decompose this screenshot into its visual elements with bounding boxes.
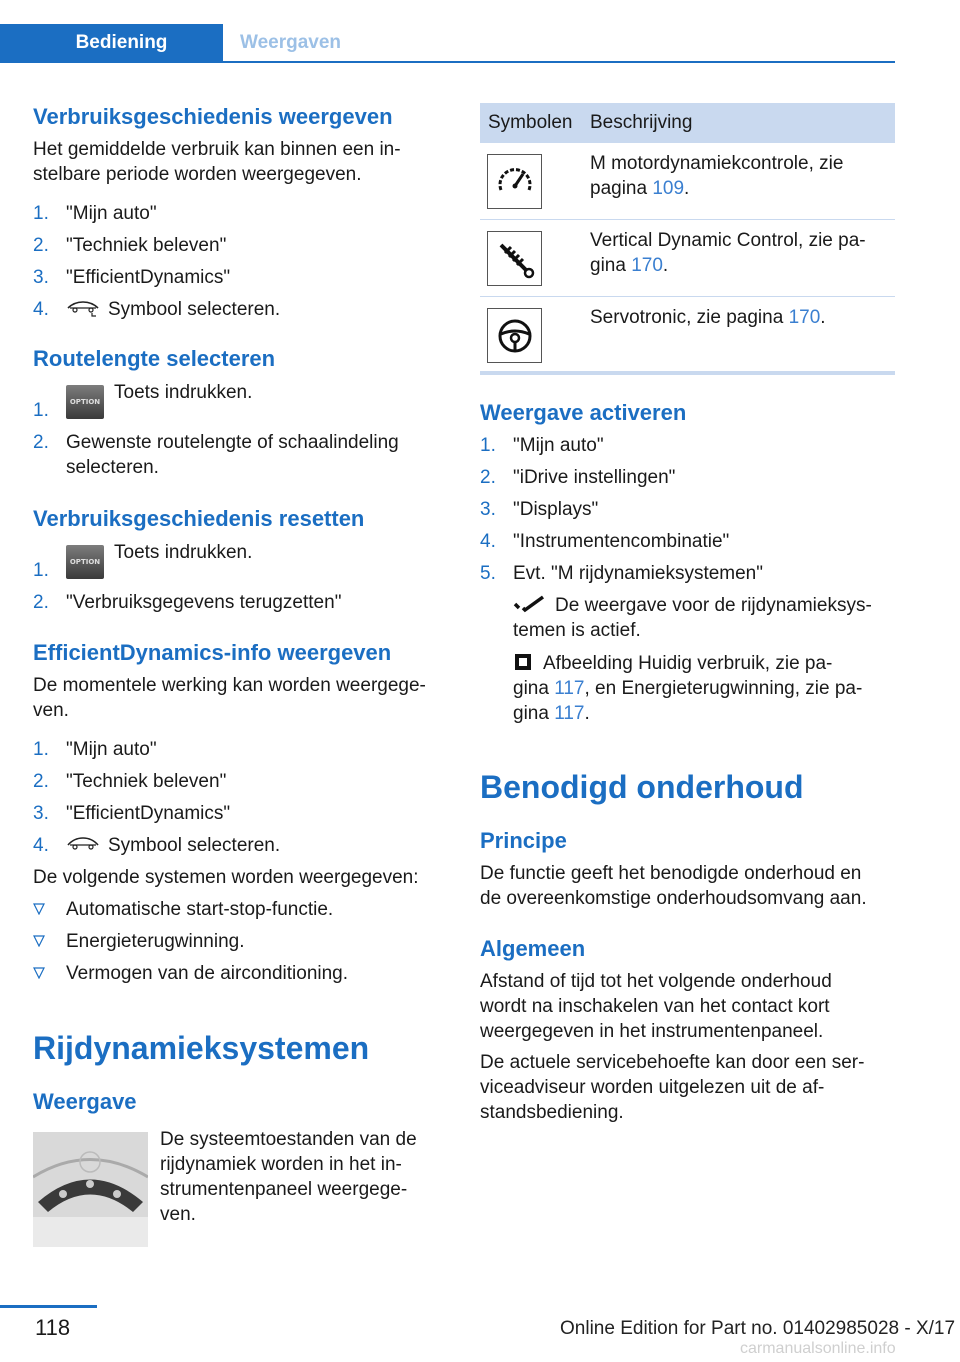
symbol-table: [480, 103, 895, 373]
paragraph: De volgende systemen worden weergegeven:: [33, 867, 419, 888]
paragraph-line: weergegeven in het instrumentenpaneel.: [480, 1021, 824, 1042]
section-title: Verbruiksgeschiedenis weergeven: [33, 104, 393, 129]
paragraph-text: gina: [513, 703, 555, 724]
car-efficiency-icon: [66, 299, 100, 317]
list-number: 3.: [33, 803, 49, 824]
table-row: [480, 297, 895, 373]
list-text: [66, 833, 280, 858]
list-text: [66, 430, 399, 480]
section-title: Weergave activeren: [480, 400, 687, 425]
paragraph-line: wordt na inschakelen van het contact kort: [480, 996, 830, 1017]
table-header-beschrijving: Beschrijving: [590, 112, 693, 133]
header-tabs: [0, 24, 895, 63]
description-text: .: [820, 307, 826, 328]
list-number: 1.: [480, 435, 496, 456]
paragraph-line: stelbare periode worden weergegeven.: [33, 164, 362, 185]
instrument-cluster-image: [33, 1132, 148, 1247]
chapter-title: Benodigd onderhoud: [480, 769, 804, 805]
list-number: 3.: [480, 499, 496, 520]
list-text: [66, 380, 252, 419]
tab-bediening[interactable]: [0, 24, 223, 61]
square-icon: [513, 653, 535, 671]
table-header-symbolen: Symbolen: [488, 112, 573, 133]
description-line: [590, 176, 890, 201]
option-button-icon: OPTION: [66, 385, 104, 419]
paragraph-line: de overeenkomstige onderhoudsomvang aan.: [480, 888, 867, 909]
paragraph: [480, 861, 867, 911]
paragraph: [480, 1050, 864, 1125]
section-title: Algemeen: [480, 936, 586, 961]
list-text-line: Gewenste routelengte of schaalindeling: [66, 432, 399, 453]
section-title: Verbruiksgeschiedenis resetten: [33, 506, 365, 531]
list-text: "iDrive instellingen": [513, 467, 676, 488]
list-number: 1.: [33, 739, 49, 760]
list-text-label: Symbool selecteren.: [108, 299, 281, 320]
list-number: 1.: [33, 203, 49, 224]
paragraph-line: [513, 651, 862, 676]
list-number: 1.: [33, 560, 49, 581]
table-cell-description: [590, 151, 890, 201]
paragraph-text: gina: [513, 678, 555, 699]
tab-weergaven[interactable]: Weergaven: [240, 32, 342, 53]
shock-absorber-icon: [487, 231, 542, 286]
list-number: 2.: [33, 592, 49, 613]
paragraph-line: De functie geeft het benodigde onderhoud en: [480, 863, 862, 884]
paragraph-line: ven.: [160, 1204, 196, 1225]
list-text-label: Symbool selecteren.: [108, 835, 281, 856]
list-number: 4.: [33, 299, 49, 320]
bullet-text: Energieterugwinning.: [66, 931, 245, 952]
section-title: Weergave: [33, 1089, 137, 1114]
list-text-line: selecteren.: [66, 457, 159, 478]
list-number: 2.: [480, 467, 496, 488]
section-title: Routelengte selecteren: [33, 346, 276, 371]
page-number: 118: [35, 1315, 71, 1340]
list-number: 1.: [33, 400, 49, 421]
watermark: carmanualsonline.info: [740, 1340, 896, 1357]
list-text: "EfficientDynamics": [66, 267, 231, 288]
description-text: pagina: [590, 178, 653, 199]
list-number: 5.: [480, 563, 496, 584]
list-number: 2.: [33, 432, 49, 453]
description-line: [590, 253, 890, 278]
table-cell-description: [590, 228, 890, 278]
paragraph-text: , en Energieterugwinning, zie pa-: [584, 678, 863, 699]
paragraph: [33, 673, 426, 723]
description-text: .: [684, 178, 690, 199]
paragraph-line: viceadviseur worden uitgelezen uit de af-: [480, 1077, 825, 1098]
table-cell-description: [590, 305, 890, 330]
list-number: 3.: [33, 267, 49, 288]
page-link[interactable]: 170: [631, 255, 663, 276]
paragraph-line: strumentenpaneel weergege-: [160, 1179, 408, 1200]
footer-rule: [0, 1305, 97, 1308]
paragraph-line: Afstand of tijd tot het volgende onderhoud: [480, 971, 832, 992]
list-number: 4.: [33, 835, 49, 856]
list-text-label: Toets indrukken.: [114, 382, 253, 403]
description-text: Servotronic, zie pagina: [590, 307, 789, 328]
list-text: "Displays": [513, 499, 599, 520]
list-text: [66, 297, 280, 322]
triangle-bullet-icon: [33, 935, 45, 947]
description-text: .: [662, 255, 669, 276]
paragraph: [160, 1127, 417, 1227]
paragraph-line: Het gemiddelde verbruik kan binnen een in-: [33, 139, 401, 160]
description-line: [590, 305, 890, 330]
option-button-icon: OPTION: [66, 545, 104, 579]
paragraph-text: Afbeelding Huidig verbruik, zie pa-: [543, 653, 833, 674]
paragraph-line: standsbediening.: [480, 1102, 624, 1123]
chapter-title: Rijdynamieksystemen: [33, 1030, 370, 1066]
list-text: "Mijn auto": [513, 435, 604, 456]
page-link[interactable]: 117: [554, 703, 585, 724]
paragraph-text: De weergave voor de rijdynamieksys-: [555, 595, 872, 616]
list-number: 4.: [480, 531, 496, 552]
triangle-bullet-icon: [33, 967, 45, 979]
list-number: 2.: [33, 771, 49, 792]
paragraph-text: .: [584, 703, 590, 724]
list-text: [66, 540, 252, 579]
gauge-icon: [487, 154, 542, 209]
page-link[interactable]: 117: [554, 678, 585, 699]
bullet-text: Automatische start-stop-functie.: [66, 899, 334, 920]
list-text-label: Toets indrukken.: [114, 542, 253, 563]
section-title: Principe: [480, 828, 567, 853]
paragraph: [33, 137, 401, 187]
bullet-text: Vermogen van de airconditioning.: [66, 963, 349, 984]
page-link[interactable]: 170: [788, 307, 821, 328]
paragraph-line: [513, 676, 862, 701]
list-text: "Mijn auto": [66, 739, 157, 760]
paragraph-line: De momentele werking kan worden weergege-: [33, 675, 426, 696]
paragraph-line: [513, 593, 872, 618]
paragraph-line: De actuele servicebehoefte kan door een ser-: [480, 1052, 865, 1073]
paragraph: [513, 651, 862, 726]
car-icon: [66, 835, 100, 853]
steering-wheel-icon: [487, 308, 542, 363]
paragraph-line: ven.: [33, 700, 69, 721]
list-text: "Instrumentencombinatie": [513, 531, 730, 552]
triangle-bullet-icon: [33, 903, 45, 915]
list-text: "EfficientDynamics": [66, 803, 231, 824]
paragraph-line: temen is actief.: [513, 620, 641, 641]
list-number: 2.: [33, 235, 49, 256]
table-bottom-rule: [480, 371, 895, 375]
list-text: "Techniek beleven": [66, 235, 227, 256]
edition-text: Online Edition for Part no. 01402985028 - X/17: [560, 1318, 956, 1339]
description-text: gina: [590, 255, 632, 276]
paragraph: [480, 969, 832, 1044]
section-title: EfficientDynamics-info weergeven: [33, 640, 392, 665]
checkmark-icon: [513, 595, 547, 613]
table-row: [480, 143, 895, 220]
paragraph-line: [513, 701, 862, 726]
tab-bediening-label: Bediening: [75, 31, 168, 53]
paragraph-line: De systeemtoestanden van de: [160, 1129, 417, 1150]
paragraph: [513, 593, 872, 643]
list-text: Evt. "M rijdynamieksystemen": [513, 563, 763, 584]
description-line: M motordynamiekcontrole, zie: [590, 153, 844, 174]
list-text: "Techniek beleven": [66, 771, 227, 792]
paragraph-line: rijdynamiek worden in het in-: [160, 1154, 402, 1175]
table-row: [480, 220, 895, 297]
list-text: "Verbruiksgegevens terugzetten": [66, 592, 342, 613]
description-line: Vertical Dynamic Control, zie pa-: [590, 230, 866, 251]
page-link[interactable]: 109: [652, 178, 685, 199]
list-text: "Mijn auto": [66, 203, 157, 224]
table-header: [480, 103, 895, 143]
